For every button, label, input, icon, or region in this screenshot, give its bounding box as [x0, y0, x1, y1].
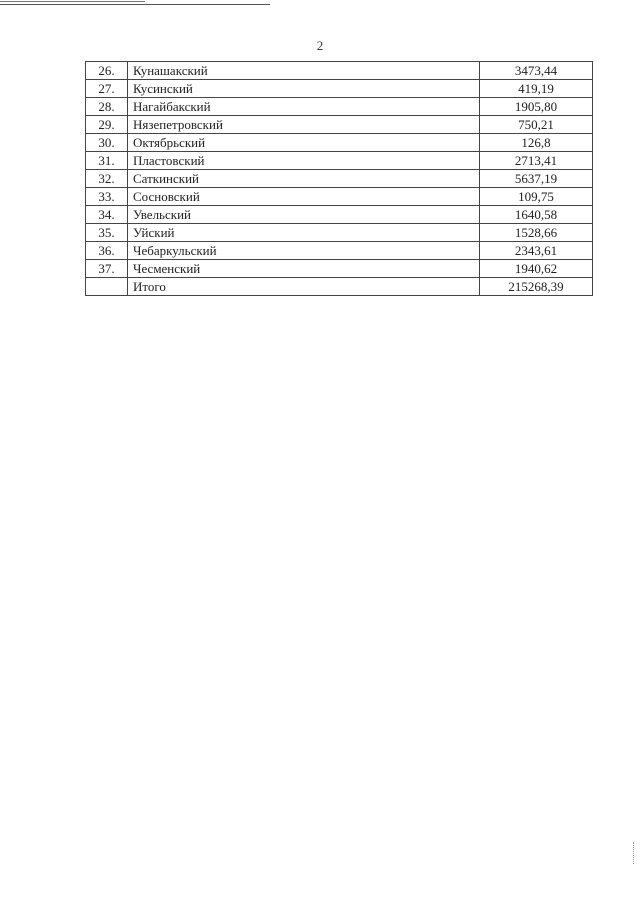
table-row: [86, 260, 593, 278]
row-number: 27.: [86, 80, 128, 98]
amount-value: 2713,41: [480, 152, 593, 170]
page-number: 2: [316, 38, 324, 53]
district-name: Увельский: [128, 206, 480, 224]
total-value: 215268,39: [480, 278, 593, 296]
row-number: 37.: [86, 260, 128, 278]
amount-value: 126,8: [480, 134, 593, 152]
district-name: Уйский: [128, 224, 480, 242]
header-rule-short: [0, 1, 145, 2]
table-row: [86, 80, 593, 98]
district-name: Нязепетровский: [128, 116, 480, 134]
table-row: [86, 224, 593, 242]
amount-value: 1905,80: [480, 98, 593, 116]
table-row: [86, 242, 593, 260]
table-row: [86, 152, 593, 170]
district-name: Кусинский: [128, 80, 480, 98]
amount-value: 750,21: [480, 116, 593, 134]
table-row: [86, 188, 593, 206]
row-number: 28.: [86, 98, 128, 116]
row-number: 29.: [86, 116, 128, 134]
district-name: Кунашакский: [128, 62, 480, 80]
amount-value: 1528,66: [480, 224, 593, 242]
district-name: Пластовский: [128, 152, 480, 170]
scan-edge-marks: [633, 842, 636, 864]
district-name: Сосновский: [128, 188, 480, 206]
header-rule: [0, 4, 270, 5]
district-name: Октябрьский: [128, 134, 480, 152]
amount-value: 5637,19: [480, 170, 593, 188]
district-name: Чесменский: [128, 260, 480, 278]
district-name: Нагайбакский: [128, 98, 480, 116]
row-number: 33.: [86, 188, 128, 206]
row-number: 36.: [86, 242, 128, 260]
table-body: [86, 62, 593, 296]
districts-table: [85, 61, 593, 296]
total-row: [86, 278, 593, 296]
row-number: 26.: [86, 62, 128, 80]
amount-value: 419,19: [480, 80, 593, 98]
amount-value: 109,75: [480, 188, 593, 206]
row-number: 30.: [86, 134, 128, 152]
row-number: 34.: [86, 206, 128, 224]
table-row: [86, 206, 593, 224]
total-number: [86, 278, 128, 296]
row-number: 35.: [86, 224, 128, 242]
total-label: Итого: [128, 278, 480, 296]
row-number: 31.: [86, 152, 128, 170]
amount-value: 3473,44: [480, 62, 593, 80]
district-name: Саткинский: [128, 170, 480, 188]
table-row: [86, 116, 593, 134]
amount-value: 2343,61: [480, 242, 593, 260]
table-row: [86, 62, 593, 80]
row-number: 32.: [86, 170, 128, 188]
amount-value: 1940,62: [480, 260, 593, 278]
table-row: [86, 134, 593, 152]
table-row: [86, 170, 593, 188]
district-name: Чебаркульский: [128, 242, 480, 260]
amount-value: 1640,58: [480, 206, 593, 224]
table-row: [86, 98, 593, 116]
